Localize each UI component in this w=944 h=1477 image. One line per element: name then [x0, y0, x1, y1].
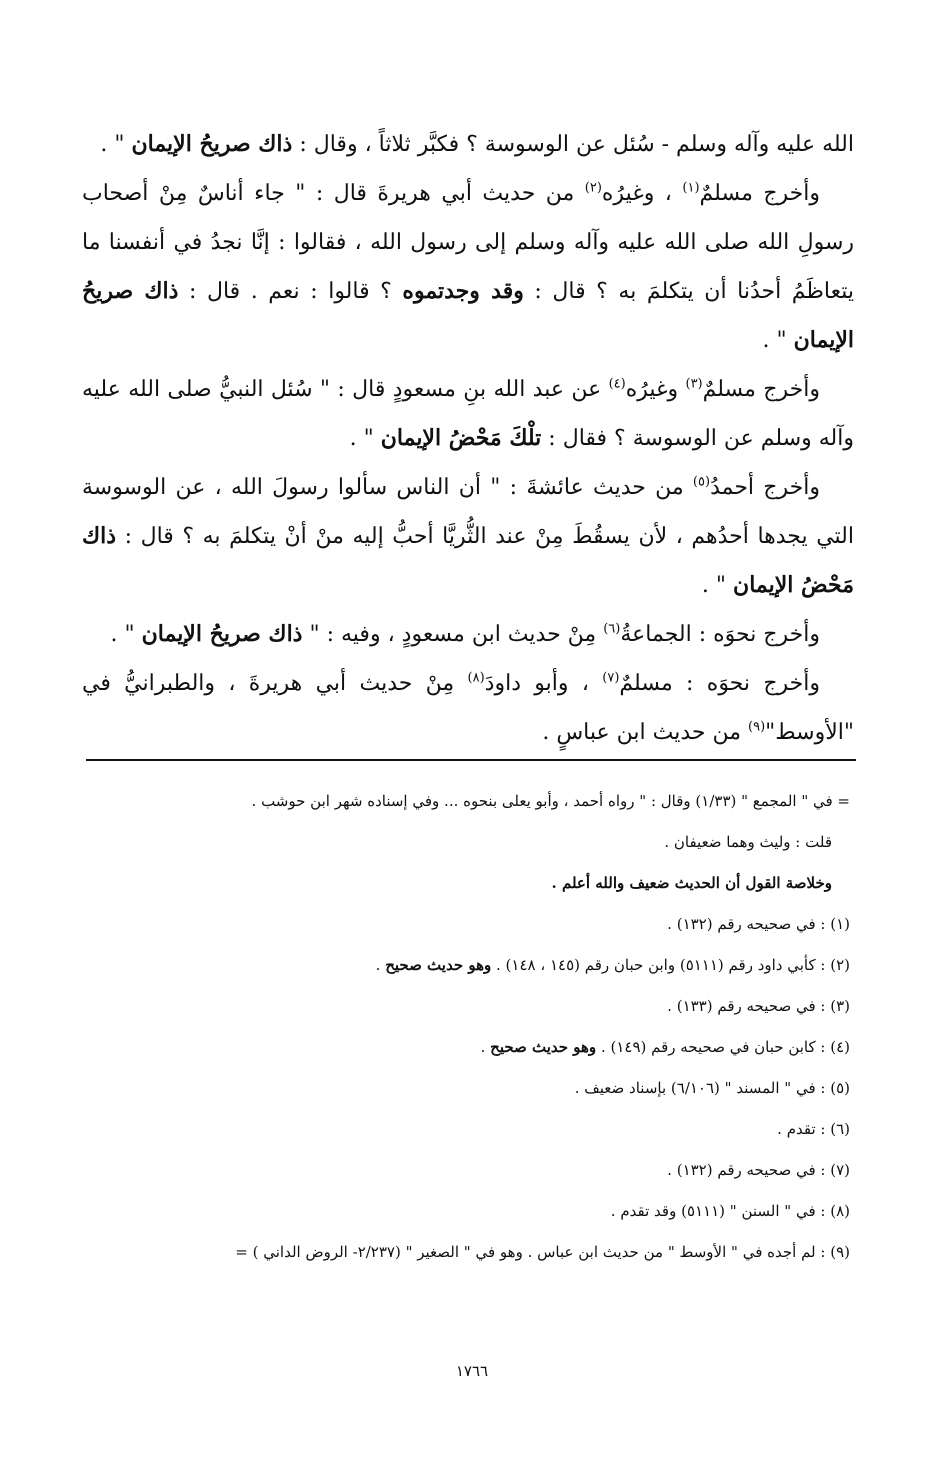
footnote-continued-line: قلت : وليث وهما ضعيفان .: [664, 833, 832, 851]
text: الله عليه وآله وسلم - سُئل عن الوسوسة ؟ فكبَّر ثلاثاً ، وقال :: [292, 132, 854, 157]
text: وأخرج نحوَه : مسلمٌ: [619, 671, 820, 696]
footnote-ref[interactable]: (٥): [692, 474, 711, 490]
footnote-divider: [86, 759, 856, 761]
footnote-conclusion: وخلاصة القول أن الحديث ضعيف والله أعلم .: [551, 874, 832, 892]
paragraph-6: [82, 659, 854, 757]
text: " .: [110, 622, 142, 647]
text: " .: [762, 328, 794, 353]
text: " .: [100, 132, 132, 157]
footnote-9: (٩) : لم أجده في " الأوسط " من حديث ابن عباس . وهو في " الصغير " (٢/٢٣٧- الروض الداني ) =: [235, 1243, 850, 1261]
footnote-4: [90, 1027, 850, 1068]
bold-text: ذاك صريحُ الإيمان: [82, 278, 854, 353]
bold-text: ذاك صريحُ الإيمان: [131, 131, 293, 157]
text: " .: [349, 426, 381, 451]
paragraph-1: [82, 120, 854, 169]
text: .: [480, 1038, 491, 1056]
paragraph-3: [82, 365, 854, 463]
text: وأخرج مسلمٌ: [699, 181, 820, 206]
bold-text: ذاك مَحْضُ الإيمان: [82, 523, 854, 598]
footnote-8: (٨) : في " السنن " (٥١١١) وقد تقدم .: [610, 1202, 850, 1220]
bold-text: تلْكَ مَحْضُ الإيمان: [380, 425, 542, 451]
main-text: [82, 120, 854, 757]
bold-text: وقد وجدتموه: [402, 278, 524, 304]
footnote-ref[interactable]: (١): [682, 180, 700, 196]
text: مِنْ حديث أبي هريرةَ ، والطبرانيُّ في "الأوسط": [82, 671, 854, 745]
text: ؟ قالوا : نعم . قال :: [178, 279, 403, 304]
footnote-3: (٣) : في صحيحه رقم (١٣٣) .: [667, 997, 850, 1015]
paragraph-2: [82, 169, 854, 365]
text: من حديث عائشةَ : " أن الناس سألوا رسولَ الله ، عن الوسوسة التي يجدها أحدُهم ، لأن يسقُطَ مِنْ عند الثُّريَّا أحبُّ إليه منْ أنْ يتكلمَ به ؟ قال :: [82, 475, 854, 549]
bold-text: وهو حديث صحيح: [385, 956, 492, 974]
page-number: ١٧٦٦: [455, 1362, 489, 1380]
footnote-5: (٥) : في " المسند " (٦/١٠٦) بإسناد ضعيف .: [574, 1079, 850, 1097]
footnote-7: (٧) : في صحيحه رقم (١٣٢) .: [667, 1161, 850, 1179]
text: عن عبد الله بنِ مسعودٍ قال : " سُئل النبيُّ صلى الله عليه وآله وسلم عن الوسوسة ؟ فقال :: [82, 377, 854, 451]
text: وأخرج مسلمٌ: [702, 377, 820, 402]
footnote-ref[interactable]: (٧): [602, 670, 620, 686]
footnote-ref[interactable]: (٦): [603, 621, 621, 637]
text: وأخرج أحمدُ: [710, 475, 820, 500]
bold-text: وهو حديث صحيح: [490, 1038, 597, 1056]
text: من حديث ابن عباسٍ .: [542, 720, 749, 745]
footnotes: [90, 781, 850, 1273]
text: وأخرج نحوَه : الجماعةُ: [620, 622, 820, 647]
text: " .: [701, 573, 734, 598]
footnote-ref[interactable]: (٩): [748, 719, 766, 735]
footnote-6: (٦) : تقدم .: [777, 1120, 850, 1138]
footnote-ref[interactable]: (٣): [685, 376, 703, 392]
footnote-continued: = في " المجمع " (١/٣٣) وقال : " رواه أحمد ، وأبو يعلى بنحوه ... وفي إسناده شهر ابن حوشب .: [251, 792, 850, 810]
bold-text: ذاك صريحُ الإيمان: [141, 621, 303, 647]
text: (٤) : كابن حبان في صحيحه رقم (١٤٩) .: [596, 1038, 850, 1056]
text: من حديث أبي هريرةَ قال : " جاء أناسٌ مِنْ أصحاب رسولِ الله صلى الله عليه وآله وسلم إلى رسول الله ، فقالوا : إنَّا نجدُ في أنفسنا ما يتعاظَمُ أحدُنا أن يتكلمَ به ؟ قال :: [82, 181, 855, 304]
text: .: [375, 956, 386, 974]
text: ، وأبو داودَ: [484, 671, 603, 696]
footnote-ref[interactable]: (٢): [584, 180, 602, 196]
text: (٢) : كأبي داود رقم (٥١١١) وابن حبان رقم (١٤٥ ، ١٤٨) .: [491, 956, 850, 974]
footnote-ref[interactable]: (٤): [608, 376, 626, 392]
text: ، وغيرُه: [601, 181, 683, 206]
paragraph-5: [82, 610, 854, 659]
footnote-2: [90, 945, 850, 986]
text: مِنْ حديث ابن مسعودٍ ، وفيه : ": [302, 622, 604, 647]
paragraph-4: [82, 463, 854, 610]
footnote-ref[interactable]: (٨): [467, 670, 485, 686]
footnote-1: (١) : في صحيحه رقم (١٣٢) .: [667, 915, 850, 933]
text: وغيرُه: [625, 377, 686, 402]
